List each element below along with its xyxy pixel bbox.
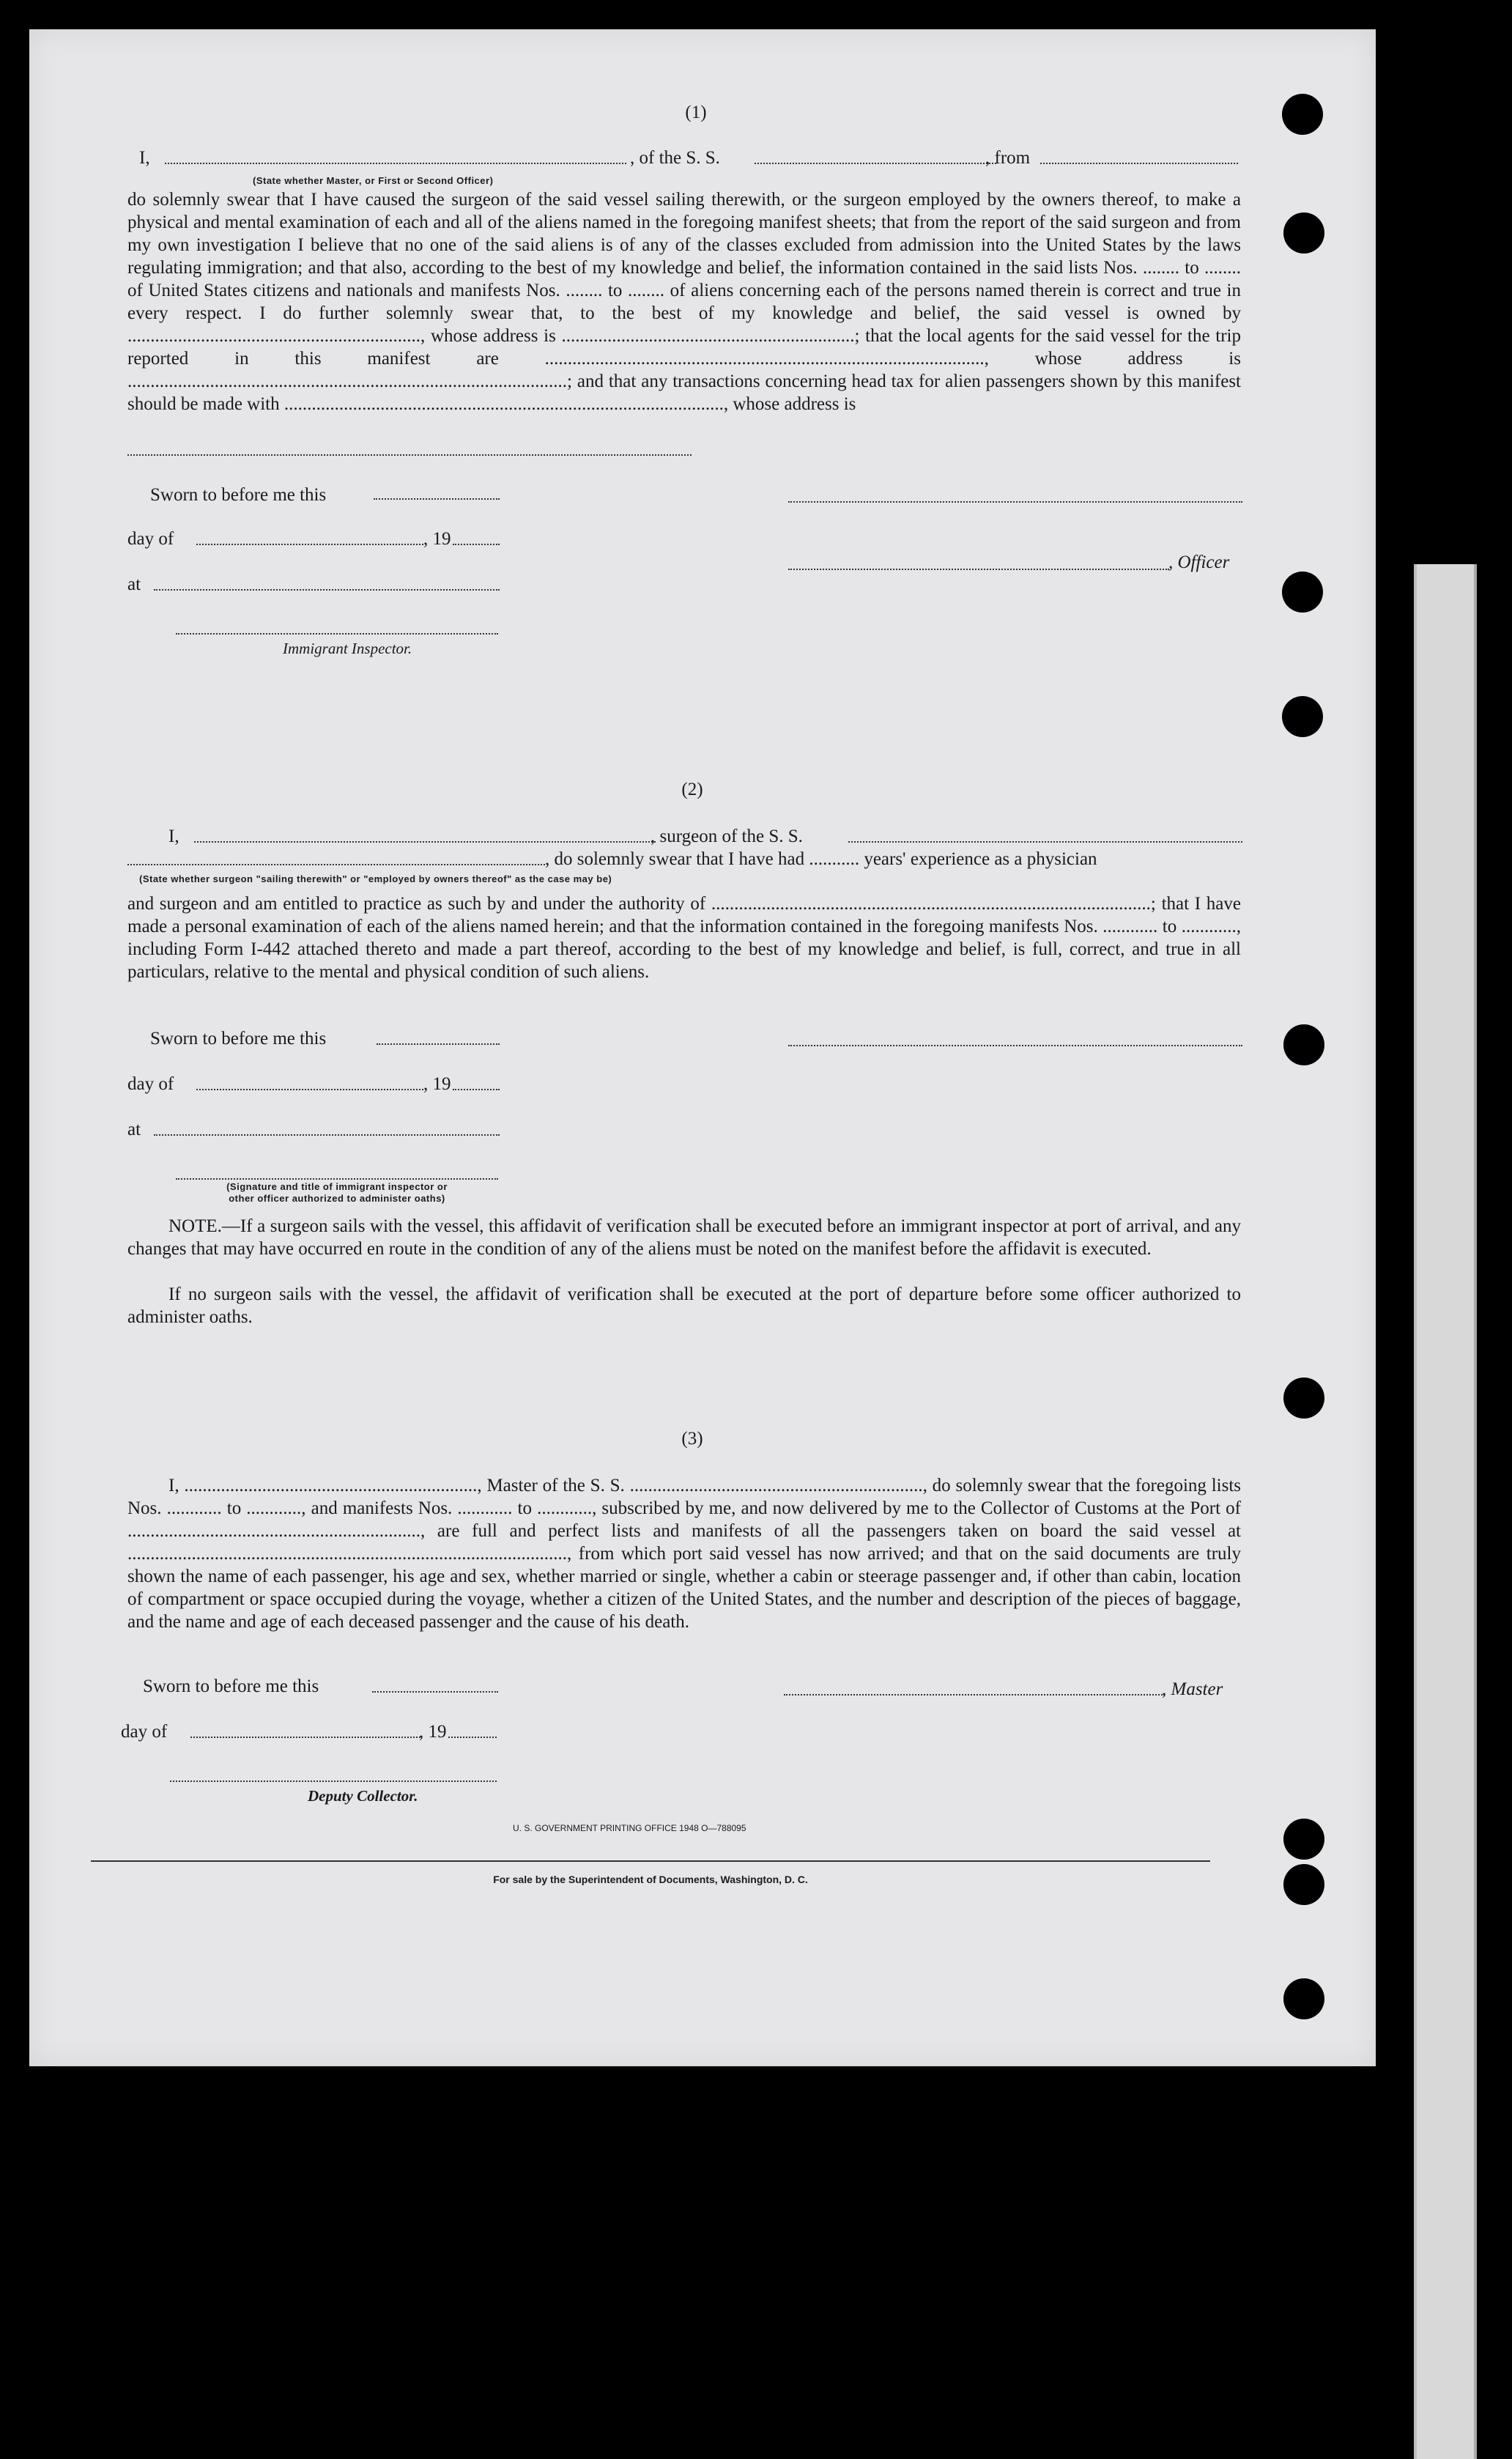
footer-rule [91,1860,1210,1862]
master-name-field[interactable] [165,163,626,164]
surgeon-note: (State whether surgeon "sailing therewith" or "employed by owners thereof" as the case may be) [139,873,612,884]
master-label: , Master [1162,1679,1223,1699]
section-2-vessel-field[interactable] [848,841,1242,843]
punch-hole [1283,1024,1324,1065]
sale-imprint: For sale by the Superintendent of Documents, Washington, D. C. [493,1874,808,1885]
section-3-sworn-field[interactable] [372,1691,498,1693]
punch-hole [1282,572,1323,613]
section-1-number: (1) [685,103,707,122]
binder-strip [1414,564,1477,2459]
inspector-label: Immigrant Inspector. [283,640,412,657]
section-2-year-field[interactable] [453,1089,500,1090]
section-1-sworn-label: Sworn to before me this [150,485,327,505]
punch-hole [1283,1864,1324,1905]
deputy-signature-field[interactable] [170,1781,497,1782]
master-signature-field[interactable] [784,1694,1165,1696]
deputy-label: Deputy Collector. [308,1787,418,1805]
surgeon-name-field[interactable] [194,841,656,843]
section-2-inspector-signature-field[interactable] [176,1178,498,1180]
section-2-day-of-label: day of [127,1074,174,1094]
officer-label: , Officer [1168,552,1230,572]
punch-hole [1283,212,1324,254]
punch-hole [1283,1978,1324,2019]
punch-hole [1283,1378,1324,1419]
master-note: (State whether Master, or First or Second Officer) [253,175,494,186]
section-3-day-field[interactable] [190,1737,420,1738]
section-2-sworn-field[interactable] [377,1043,500,1045]
section-1-year-field[interactable] [453,544,500,545]
punch-hole [1283,1819,1324,1860]
section-1-at-field[interactable] [154,589,500,591]
section-3-number: (3) [681,1429,703,1449]
note-1: NOTE.—If a surgeon sails with the vessel, this affidavit of verification shall be executed before an immigrant inspector at port of arrival, and any changes that may have occurred en route in the condition of any of the aliens must be noted on the manifest before the affidavit is executed. [127,1216,1241,1259]
note-2: If no surgeon sails with the vessel, the affidavit of verification shall be executed at the port of departure before some officer authorized to administer oaths. [127,1284,1241,1327]
section-2-years-line: , do solemnly swear that I have had ........... years' experience as a physician [545,849,1097,869]
sig-note-2: other officer authorized to administer oaths) [229,1193,445,1204]
section-1-day-of-label: day of [127,529,174,549]
section-1-i-label: I, [139,148,150,168]
section-2-signature-field[interactable] [788,1045,1242,1046]
section-1-sworn-field[interactable] [374,498,500,500]
inspector-signature-field[interactable] [176,633,498,635]
section-3-body: I, ................................................................, Master of the S. S. ................................................................, do solemnly swear that the foregoing lists Nos. ............ to ............, and manifests Nos. ............ to ............, subscribed by me, and now delivered by me to the Collector of Customs at the Port of ................................................................, are full and perfect lists and manifests of all the passengers taken on board the said vessel at ................................................................................................, from which port said vessel has now arrived; and that on the said documents are truly shown the name of each passenger, his age and sex, whether married or single, whether a cabin or steerage passenger and, if other than cabin, location of compartment or space occupied during the voyage, whether a citizen of the United States, and the number and description of the pieces of baggage, and the name and age of each deceased passenger and the cause of his death. [127,1476,1241,1632]
section-2-day-field[interactable] [196,1089,423,1090]
surgeon-status-field[interactable] [127,864,545,865]
section-1-of-ss-label: , of the S. S. [630,148,720,168]
section-3-day-of-label: day of [121,1722,168,1742]
section-3-sworn-label: Sworn to before me this [143,1676,319,1696]
officer-signature-field[interactable] [788,569,1169,570]
from-port-field[interactable] [1040,163,1238,164]
section-1-body: do solemnly swear that I have caused the surgeon of the said vessel sailing therewith, or the surgeon employed by the owners thereof, to make a physical and mental examination of each and all of the aliens named in the foregoing manifest sheets; that from the report of the said surgeon and from my own investigation I believe that no one of the said aliens is of any of the classes excluded from admission into the United States by the laws regulating immigration; and that also, according to the best of my knowledge and belief, the information contained in the said lists Nos. ........ to ........ of United States citizens and nationals and manifests Nos. ........ to ........ of aliens concerning each of the persons named therein is correct and true in every respect. I do further solemnly swear that, to the best of my knowledge and belief, the said vessel is owned by ................................................................, whose address is ................................................................; that the local agents for the said vessel for the trip reported in this manifest are ................................................................................................, whose address is ................................................................................................; and that any transactions concerning head tax for alien passengers shown by this manifest should be made with ................................................................................................, whose address is [127,190,1241,414]
punch-hole [1282,696,1323,737]
section-1-year-label: , 19 [423,529,451,549]
section-1-day-field[interactable] [196,544,423,545]
gpo-imprint: U. S. GOVERNMENT PRINTING OFFICE 1948 O—788095 [513,1823,746,1833]
vessel-name-field[interactable] [755,163,996,164]
section-3-year-label: , 19 [419,1722,447,1742]
section-2-body: and surgeon and am entitled to practice as such by and under the authority of ................................................................................................; that I have made a personal examination of each of the aliens named herein; and that the information contained in the foregoing manifests Nos. ............ to ............, including Form I-442 attached thereto and made a part thereof, according to the best of my knowledge and belief, is full, correct, and true in all particulars, relative to the mental and physical condition of such aliens. [127,894,1241,982]
section-2-i-label: I, [168,827,179,846]
section-2-number: (2) [681,780,703,799]
section-1-at-label: at [127,574,141,594]
sig-note-1: (Signature and title of immigrant inspector or [226,1181,448,1192]
section-2-sworn-label: Sworn to before me this [150,1029,327,1049]
section-2-surgeon-label: , surgeon of the S. S. [651,827,803,846]
form-page [29,29,1376,2066]
section-1-signature-field[interactable] [788,501,1242,503]
section-3-year-field[interactable] [448,1737,497,1738]
section-2-at-field[interactable] [154,1134,500,1136]
section-2-year-label: , 19 [423,1074,451,1094]
punch-hole [1282,94,1323,135]
section-2-at-label: at [127,1120,141,1139]
section-1-from-label: , from [985,148,1031,168]
agent-address-field[interactable] [127,454,692,456]
